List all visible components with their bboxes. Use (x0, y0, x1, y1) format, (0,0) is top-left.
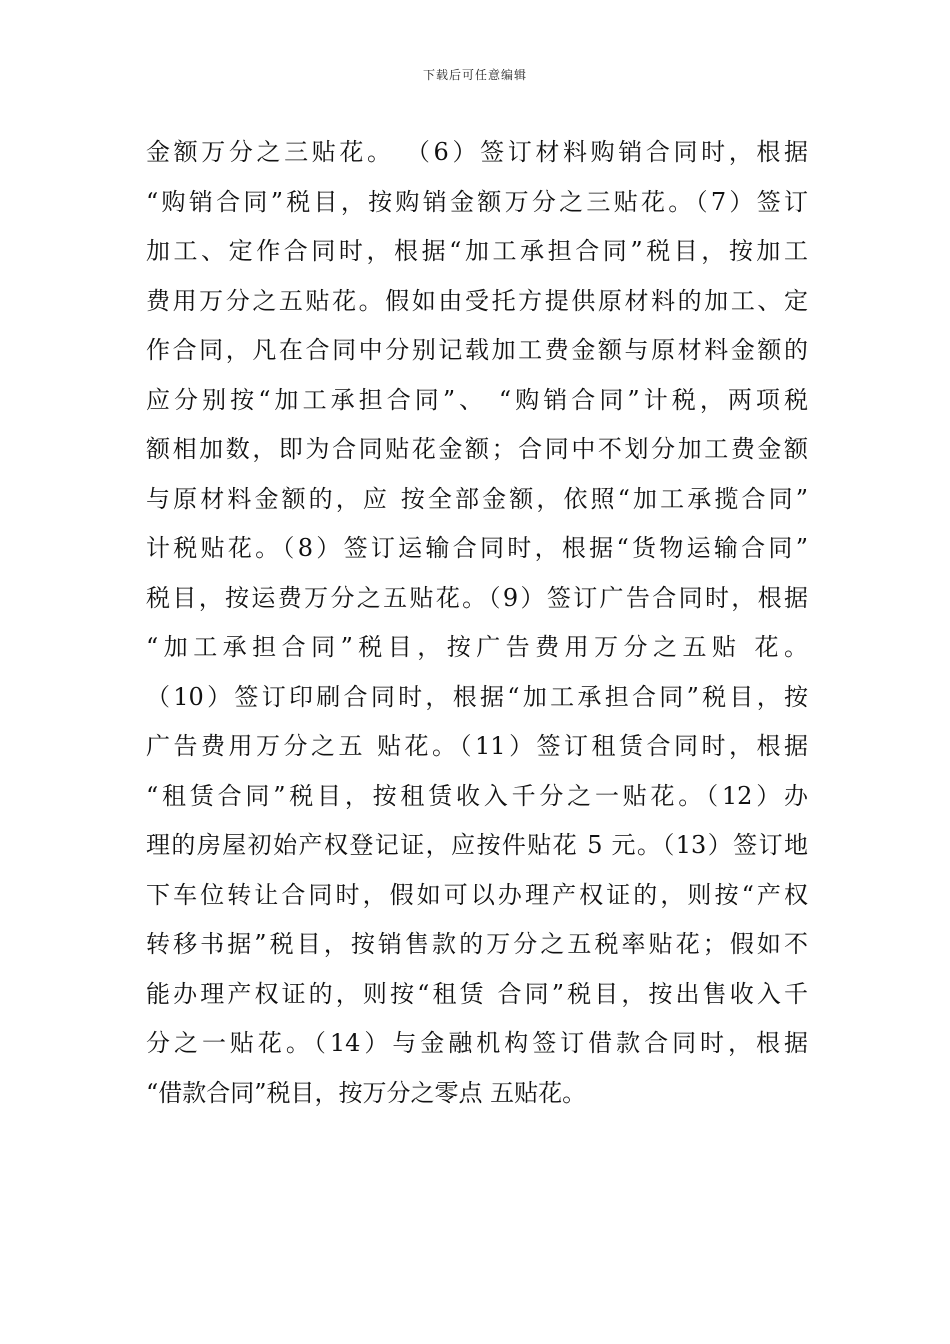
text-line: “租赁合同”税目，按租赁收入千分之一贴花。（12）办 (146, 781, 808, 810)
text-line: 与原材料金额的，应 按全部金额，依照“加工承揽合同” (146, 484, 808, 513)
text-line: 下车位转让合同时，假如可以办理产权证的，则按“产权 (146, 880, 808, 909)
text-line: （10）签订印刷合同时，根据“加工承担合同”税目，按 (146, 682, 808, 711)
text-line: “借款合同”税目，按万分之零点 五贴花。 (146, 1078, 587, 1107)
text-line: 广告费用万分之五 贴花。（11）签订租赁合同时，根据 (146, 732, 808, 760)
page-header: 下载后可任意编辑 (422, 68, 527, 82)
text-line: 理的房屋初始产权登记证，应按件贴花 5 元。（13）签订地 (146, 831, 808, 859)
text-line: 作合同，凡在合同中分别记载加工费金额与原材料金额的 (146, 336, 808, 364)
text-line: 额相加数，即为合同贴花金额；合同中不划分加工费金额 (146, 435, 808, 463)
text-line: 能办理产权证的，则按“租赁 合同”税目，按出售收入千 (146, 979, 808, 1008)
text-line: “加工承担合同”税目，按广告费用万分之五贴 花。 (146, 633, 808, 661)
text-line: 应分别按“加工承担合同”、 “购销合同”计税，两项税 (146, 385, 808, 414)
text-line: 计税贴花。（8）签订运输合同时，根据“货物运输合同” (146, 534, 808, 562)
text-line: 转移书据”税目，按销售款的万分之五税率贴花；假如不 (146, 930, 808, 958)
text-line: 金额万分之三贴花。 （6）签订材料购销合同时，根据 (146, 138, 808, 166)
text-line: 税目，按运费万分之五贴花。（9）签订广告合同时，根据 (146, 583, 808, 612)
document-body (146, 128, 808, 1118)
text-line: 加工、定作合同时，根据“加工承担合同”税目，按加工 (146, 237, 808, 265)
text-line: 费用万分之五贴花。假如由受托方提供原材料的加工、定 (146, 286, 808, 315)
text-line: 分之一贴花。（14）与金融机构签订借款合同时，根据 (146, 1029, 808, 1057)
text-line: “购销合同”税目，按购销金额万分之三贴花。（7）签订 (146, 187, 808, 216)
